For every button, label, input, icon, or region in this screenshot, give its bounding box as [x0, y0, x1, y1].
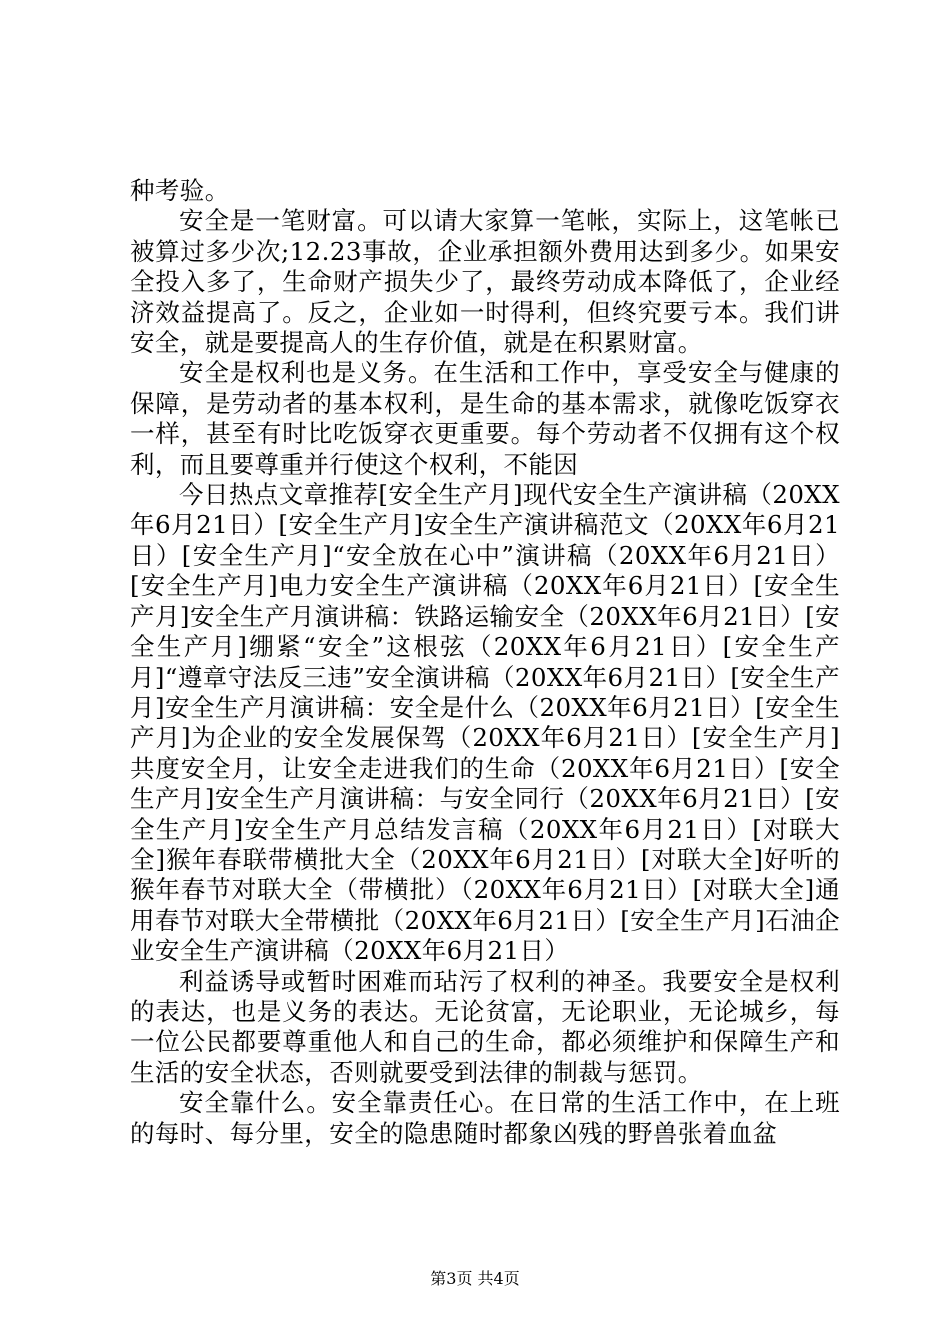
paragraph-recommended-articles: 今日热点文章推荐[安全生产月]现代安全生产演讲稿（20XX年6月21日）[安全生产月]安全生产演讲稿范文（20XX年6月21日）[安全生产月]“安全放在心中”演讲稿（20XX年6月21日）[安全生产月]电力安全生产演讲稿（20XX年6月21日）[安全生产月]安全生产月演讲稿：铁路运输安全（20XX年6月21日）[安全生产月]绷紧“安全”这根弦（20XX年6月21日）[安全生产月]“遵章守法反三违”安全演讲稿（20XX年6月21日）[安全生产月]安全生产月演讲稿：安全是什么（20XX年6月21日）[安全生产月]为企业的安全发展保驾（20XX年6月21日）[安全生产月]共度安全月，让安全走进我们的生命（20XX年6月21日）[安全生产月]安全生产月演讲稿：与安全同行（20XX年6月21日）[安全生产月]安全生产月总结发言稿（20XX年6月21日）[对联大全]猴年春联带横批大全（20XX年6月21日）[对联大全]好听的猴年春节对联大全（带横批）（20XX年6月21日）[对联大全]通用春节对联大全带横批（20XX年6月21日）[安全生产月]石油企业安全生产演讲稿（20XX年6月21日） [130, 480, 840, 966]
paragraph-2: 安全是一笔财富。可以请大家算一笔帐，实际上，这笔帐已被算过多少次;12.23事故，企业承担额外费用达到多少。如果安全投入多了，生命财产损失少了，最终劳动成本降低了，企业经济效益提高了。反之，企业如一时得利，但终究要亏本。我们讲安全，就是要提高人的生存价值，就是在积累财富。 [130, 206, 840, 358]
paragraph-5: 利益诱导或暂时困难而玷污了权利的神圣。我要安全是权利的表达，也是义务的表达。无论贫富，无论职业，无论城乡，每一位公民都要尊重他人和自己的生命，都必须维护和保障生产和生活的安全状态，否则就要受到法律的制裁与惩罚。 [130, 966, 840, 1087]
page-footer: 第3页 共4页 [430, 1269, 520, 1288]
document-body [130, 176, 840, 1149]
paragraph-6: 安全靠什么。安全靠责任心。在日常的生活工作中，在上班的每时、每分里，安全的隐患随时都象凶残的野兽张着血盆 [130, 1088, 840, 1148]
paragraph-1: 种考验。 [130, 176, 230, 205]
paragraph-3: 安全是权利也是义务。在生活和工作中，享受安全与健康的保障，是劳动者的基本权利，是生命的基本需求，就像吃饭穿衣一样，甚至有时比吃饭穿衣更重要。每个劳动者不仅拥有这个权利，而且要尊重并行使这个权利，不能因 [130, 358, 840, 479]
